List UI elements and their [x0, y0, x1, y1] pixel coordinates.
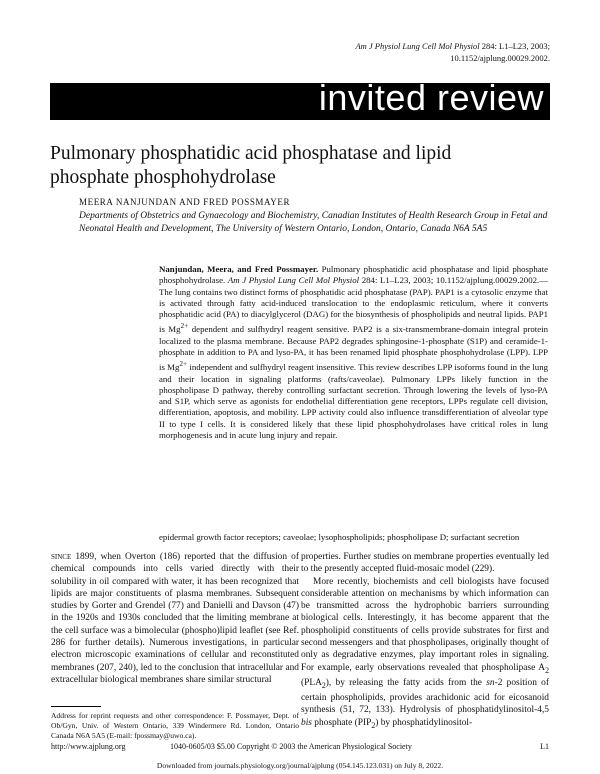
footer-copyright: 1040-0605/03 $5.00 Copyright © 2003 the American Physiological Society — [170, 742, 412, 751]
abstract-text-b: dependent and sulfhydryl reagent sensitive. PAP2 is a six-transmembrane-domain integral protein localized to the plasma membrane. Because PAP2 degrades sphingosine-1-phosphate (S1P) and ceramide-1-phosphate in addition to PA and lyso-PA, it has been renamed lipid phosphate phosphohydrolase (LPP). LPP is Mg — [159, 324, 548, 373]
abstract-journal: Am J Physiol Lung Cell Mol Physiol — [227, 275, 360, 286]
keywords: epidermal growth factor receptors; caveolae; lysophospholipids; phospholipase D; surfactant secretion — [159, 532, 520, 542]
footnote-divider — [51, 706, 101, 707]
abstract-cite: 284: L1–L23, 2003; 10.1152/ajplung.00029.2002.— — [361, 275, 548, 286]
abstract-authors: Nanjundan, Meera, and Fred Possmayer. — [159, 264, 319, 274]
journal-ref: 284: L1–L23, 2003; — [481, 41, 550, 51]
superscript: 2+ — [180, 321, 189, 331]
body-paragraph-2: More recently, biochemists and cell biologists have focused considerable attention on mechanisms by which information can be transmitted across the hydrophobic barriers surrounding biological cells. Interestingly, it has become apparent that the phospholipid constituents of cells provide substrates for first and second messengers and that phospholipases, originally thought of only as degradative enzymes, play important roles in signaling. For example, early observations revealed that phospholipase $A_2$ $(PLA_2)$, by releasing the fatty acids from the sn-2 position of certain phospholipids, provides arachidonic acid for eicosanoid synthesis (51, 72, 133). Hydrolysis of phosphatidylinositol-4,5 bis phosphate $(PIP_2)$ by phosphatidylinositol- — [301, 576, 549, 730]
author-list: MEERA NANJUNDAN AND FRED POSSMAYER — [79, 197, 291, 207]
section-banner — [50, 77, 550, 120]
doi: 10.1152/ajplung.00029.2002. — [450, 53, 550, 63]
article-title: Pulmonary phosphatidic acid phosphatase and lipid phosphate phosphohydrolase — [50, 143, 452, 188]
abstract-title-cite: Pulmonary phosphatidic acid phosphatase and lipid phosphate phosphohydrolase. — [159, 264, 548, 286]
journal-citation — [355, 40, 550, 64]
body-paragraph: 1899, when Overton (186) reported that the diffusion of chemical compounds into cells varied directly with their solubility in oil compared with water, it has been recognized that lipids are major constituents of plasma membranes. Subsequent studies by Gorter and Grendel (77) and Danielli and Davson (47) in the 1920s and 1930s concluded that the limiting membrane at the cell surface was a bimolecular (phospho)lipid leaflet (see Ref. 286 for further details). Numerous investigations, in particular electron microscopic examinations of cellular and reconstituted membranes (207, 240), led to the conclusion that intracellular and extracellular biological membranes share similar structural — [51, 552, 299, 685]
abstract-text-a: The lung contains two distinct forms of phosphatidic acid phosphatase (PAP). PAP1 is a cytosolic enzyme that is activated through fatty acid-induced translocation to the endoplasmic reticulum, where it converts phosphatidic acid (PA) to diacylglycerol (DAG) for the biosynthesis of phospholipids and neutral lipids. PAP1 is Mg — [159, 286, 548, 335]
banner-label: invited review — [318, 77, 544, 118]
superscript: 2+ — [179, 359, 188, 369]
footer-url[interactable]: http://www.ajplung.org — [51, 742, 126, 751]
footnote: Address for reprint requests and other correspondence: F. Possmayer, Dept. of Ob/Gyn, Univ. of Western Ontario, 339 Windermere Rd. London, Ontario Canada N6A 5A5 (E-mail: fpossmay@uwo.ca). — [51, 711, 299, 740]
journal-name: Am J Physiol Lung Cell Mol Physiol — [355, 41, 480, 51]
abstract-text-c: independent and sulfhydryl reagent insensitive. This review describes LPP isoforms found in the lung and their location in signaling platforms (rafts/caveolae). Pulmonary LPPs likely function in the phospholipase D pathway, thereby controlling surfactant secretion. Through lowering the levels of lyso-PA and S1P, which serve as agonists for endothelial differentiation gene receptors, LPPs regulate cell division, differentiation, apoptosis, and mobility. LPP activity could also influence transdifferentiation of alveolar type II to type I cells. It is considered likely that these lipid phosphohydrolases have critical roles in lung morphogenesis and in acute lung injury and repair. — [159, 362, 548, 440]
body-column-left — [51, 551, 299, 686]
abstract — [159, 264, 548, 441]
affiliation: Departments of Obstetrics and Gynaecology and Biochemistry, Canadian Institutes of Health Research Group in Fetal and Neonatal Health and Development, The University of Western Ontario, London, Ontario, Canada N6A 5A5 — [79, 211, 548, 234]
page-number: L1 — [540, 742, 549, 751]
body-column-right — [301, 551, 549, 732]
drop-cap-word: since — [51, 552, 72, 562]
body-paragraph: properties. Further studies on membrane properties eventually led to the presently accepted fluid-mosaic model (229). — [301, 552, 549, 575]
download-notice: Downloaded from journals.physiology.org/journal/ajplung (054.145.123.031) on July 8, 2022. — [156, 761, 444, 770]
